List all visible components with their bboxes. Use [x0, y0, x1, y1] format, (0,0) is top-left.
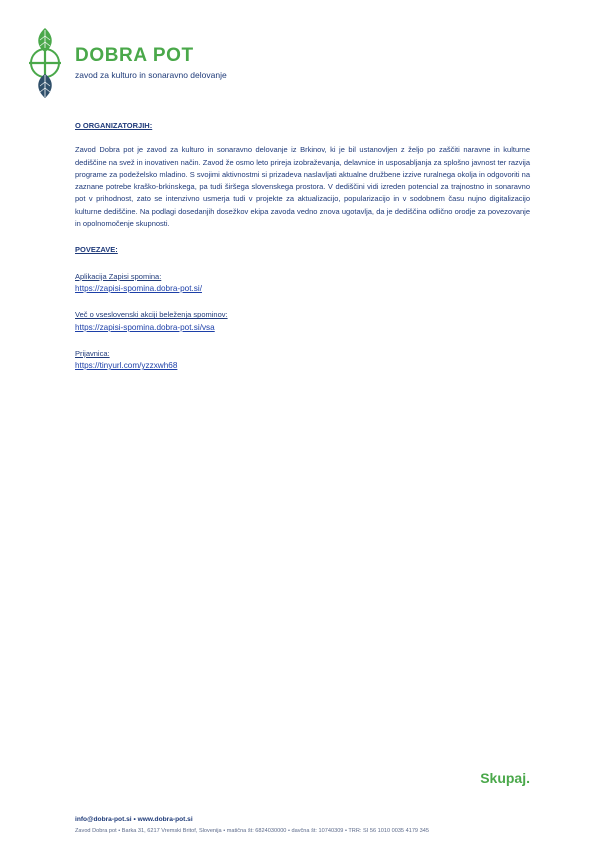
organizer-paragraph: Zavod Dobra pot je zavod za kulturo in sonaravno delovanje iz Brkinov, ki je bil ustanovljen z željo po zaščiti naravne in kulturne dediščine na svež in inovativen način. Zavod že osmo leto prireja izobraževanja, delavnice in usposabljanja za splošno javnost ter razvija programe za podeželsko mladino. S svojimi aktivnostmi si prizadeva naslavljati aktualne družbene izzive ruralnega okolja in odgovoriti na zaznane potrebe kraško-brkinskega, pa tudi širšega slovenskega prostora. V dediščini vidi izreden potencial za trajnostno in sonaravno pot v prihodnost, zato se intenzivno usmerja tudi v projekte za aktualizacijo, popularizacijo in v sodobnem času nujno digitalizacijo kulturne dediščine. Na podlagi dosedanjih dosežkov ekipa zavoda vedno znova ugotavlja, da je dediščina odlično orodje za povezovanje in opolnomočenje skupnosti. — [75, 145, 530, 229]
link-campaign-url[interactable]: https://zapisi-spomina.dobra-pot.si/vsa — [75, 322, 215, 332]
link-group-app — [75, 271, 530, 296]
link-group-registration — [75, 348, 530, 373]
links-heading: POVEZAVE: — [75, 245, 118, 255]
link-group-campaign — [75, 309, 530, 334]
brand-name: DOBRA POT — [75, 45, 194, 66]
slogan: Skupaj. — [480, 770, 530, 786]
link-label-campaign: Več o vseslovenski akciji beleženja spominov: — [75, 310, 228, 320]
brand-tagline: zavod za kulturo in sonaravno delovanje — [75, 70, 227, 80]
link-registration-url[interactable]: https://tinyurl.com/yzzxwh68 — [75, 361, 178, 371]
footer-address: Zavod Dobra pot • Barka 31, 6217 Vremski Britof, Slovenija • matična št: 6824030000 • davčna št: 10740309 • TRR: SI 56 1010 0035 4179 345 — [75, 828, 429, 834]
link-app-url[interactable]: https://zapisi-spomina.dobra-pot.si/ — [75, 283, 202, 293]
footer-contact: info@dobra-pot.si • www.dobra-pot.si — [75, 816, 193, 823]
organizer-heading: O ORGANIZATORJIH: — [75, 121, 153, 130]
link-label-app: Aplikacija Zapisi spomina: — [75, 271, 162, 281]
document-body — [75, 120, 530, 372]
link-label-registration: Prijavnica: — [75, 348, 110, 358]
dobra-pot-logo-icon — [28, 26, 62, 100]
